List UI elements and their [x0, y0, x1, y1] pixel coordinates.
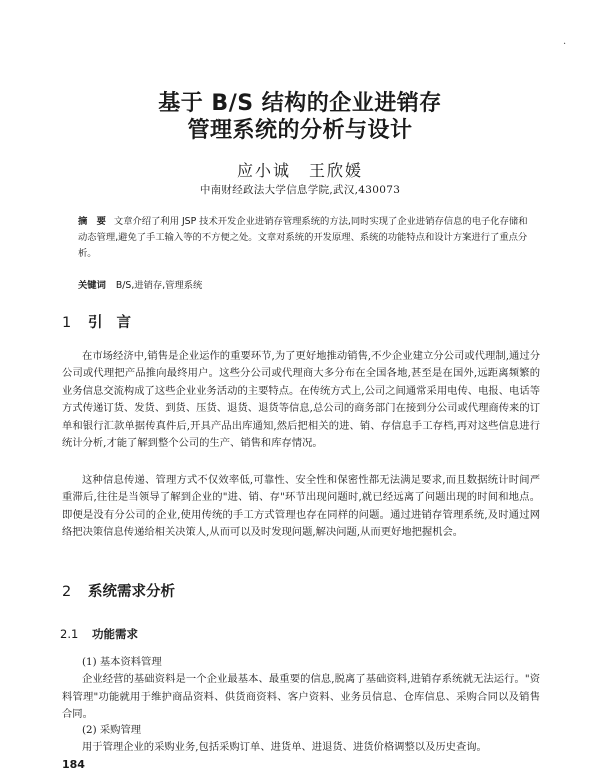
- section-2-number: 2: [62, 584, 72, 600]
- basic-data-management-heading: (1) 基本资料管理: [82, 656, 162, 668]
- intro-paragraph-1: [62, 348, 540, 452]
- purchase-management: [62, 722, 540, 757]
- basic-data-management: [62, 654, 540, 724]
- abstract: [78, 214, 533, 262]
- section-1-title: 引言: [88, 315, 145, 331]
- keywords-label: 关键词: [78, 280, 106, 291]
- intro-paragraph-1-text: 在市场经济中,销售是企业运作的重要环节,为了更好地推动销售,不少企业建立分公司或代理制,通过分公司或代理把产品推向最终用户。这些分公司或代理商大多分布在全国各地,甚至是在国外,远距离频繁的业务信息交流构成了这些企业业务活动的主要特点。在传统方式上,公司之间通常采用电传、电报、电话等方式传递订货、发货、到货、压货、退货、退货等信息,总公司的商务部门在接到分公司或代理商传来的订单和银行汇款单据传真件后,开具产品出库通知,然后把相关的进、销、存信息手工存档,再对这些信息进行统计分析,才能了解到整个公司的生产、销售和库存情况。: [62, 350, 540, 450]
- affiliation: 中南财经政法大学信息学院,武汉,430073: [199, 184, 401, 196]
- section-2-heading: [62, 582, 175, 602]
- purchase-management-text: 用于管理企业的采购业务,包括采购订单、进货单、进退货、进货价格调整以及历史查询。: [82, 741, 487, 754]
- abstract-text: 文章介绍了利用 JSP 技术开发企业进销存管理系统的方法,同时实现了企业进销存信息的电子化存储和动态管理,避免了手工输入等的不方便之处。文章对系统的开发原理、系统的功能特点和设计方案进行了重点分析。: [78, 216, 528, 259]
- title-line-1: 基于 B/S 结构的企业进销存: [158, 91, 442, 116]
- authors: 应小诚 王欣媛: [236, 161, 363, 180]
- corner-mark: ·: [563, 39, 567, 50]
- subsection-2-1-number: 2.1: [60, 627, 79, 641]
- subsection-2-1-heading: [60, 626, 138, 642]
- title-line-2: 管理系统的分析与设计: [187, 118, 413, 143]
- intro-paragraph-2-text: 这种信息传递、管理方式不仅效率低,可靠性、安全性和保密性都无法满足要求,而且数据统计时间严重滞后,往往是当领导了解到企业的"进、销、存"环节出现问题时,就已经远离了问题出现的时间和地点。即便是没有分公司的企业,使用传统的手工方式管理也存在同样的问题。通过进销存管理系统,及时通过网络把决策信息传递给相关决策人,从而可以及时发现问题,解决问题,从而更好地把握机会。: [62, 474, 540, 539]
- basic-data-management-text: 企业经营的基础资料是一个企业最基本、最重要的信息,脱离了基础资料,进销存系统就无法运行。"资料管理"功能就用于维护商品资料、供货商资料、客户资料、业务员信息、仓库信息、采购合同以及销售合同。: [62, 673, 540, 721]
- section-1-number: 1: [62, 315, 72, 331]
- section-2-title: 系统需求分析: [88, 584, 175, 600]
- keywords-text: B/S,进销存,管理系统: [115, 280, 203, 291]
- abstract-label: 摘 要: [78, 216, 106, 227]
- keywords: [78, 278, 533, 294]
- page-number: 184: [62, 758, 85, 771]
- purchase-management-heading: (2) 采购管理: [82, 724, 142, 736]
- intro-paragraph-2: [62, 472, 540, 542]
- section-1-heading: [62, 313, 145, 333]
- subsection-2-1-title: 功能需求: [92, 627, 138, 641]
